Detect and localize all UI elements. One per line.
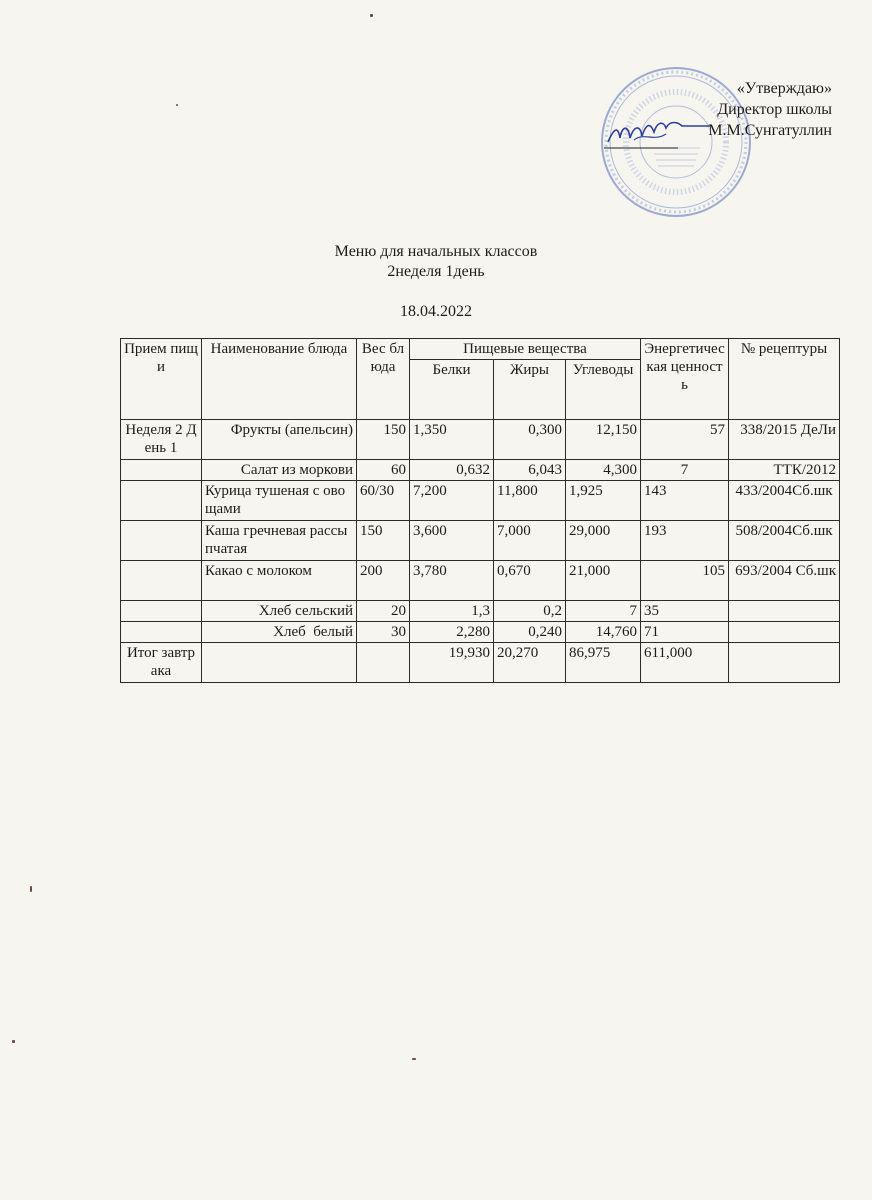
row-dish: Салат из моркови — [202, 460, 357, 481]
row-carbs: 21,000 — [566, 561, 641, 601]
row-fat: 0,240 — [494, 622, 566, 643]
row-energy: 105 — [641, 561, 729, 601]
approval-position: Директор школы — [717, 101, 832, 118]
menu-title: Меню для начальных классов — [334, 243, 538, 260]
row-meal — [121, 622, 202, 643]
row-carbs: 29,000 — [566, 521, 641, 561]
row-weight: 60/30 — [357, 481, 410, 521]
row-meal — [121, 601, 202, 622]
row-carbs: 4,300 — [566, 460, 641, 481]
total-meal: Итог завтрака — [121, 643, 202, 683]
row-weight: 60 — [357, 460, 410, 481]
row-protein: 3,780 — [410, 561, 494, 601]
header-weight: Вес блюда — [357, 339, 410, 420]
table-row — [121, 561, 840, 601]
row-meal — [121, 460, 202, 481]
row-protein: 1,350 — [410, 420, 494, 460]
total-recipe — [729, 643, 840, 683]
row-carbs: 1,925 — [566, 481, 641, 521]
row-meal — [121, 481, 202, 521]
row-dish: Хлеб сельский — [202, 601, 357, 622]
header-dish: Наименование блюда — [202, 339, 357, 420]
row-dish: Хлеб белый — [202, 622, 357, 643]
row-dish: Курица тушеная с овощами — [202, 481, 357, 521]
row-weight: 150 — [357, 521, 410, 561]
table-row — [121, 601, 840, 622]
row-recipe: 338/2015 ДеЛи — [729, 420, 840, 460]
row-energy: 57 — [641, 420, 729, 460]
row-meal: Неделя 2 День 1 — [121, 420, 202, 460]
scan-speck — [412, 1058, 416, 1060]
approval-name: М.М.Сунгатуллин — [708, 122, 832, 139]
row-weight: 20 — [357, 601, 410, 622]
header-carbs: Углеводы — [566, 360, 641, 420]
row-fat: 0,2 — [494, 601, 566, 622]
row-protein: 1,3 — [410, 601, 494, 622]
total-fat: 20,270 — [494, 643, 566, 683]
row-energy: 7 — [641, 460, 729, 481]
row-fat: 0,670 — [494, 561, 566, 601]
total-energy: 611,000 — [641, 643, 729, 683]
header-recipe: № рецептуры — [729, 339, 840, 420]
row-fat: 11,800 — [494, 481, 566, 521]
scan-speck — [12, 1040, 15, 1043]
row-recipe: 508/2004Сб.шк — [729, 521, 840, 561]
menu-subtitle: 2неделя 1день — [387, 263, 485, 280]
row-meal — [121, 521, 202, 561]
row-fat: 0,300 — [494, 420, 566, 460]
table-row — [121, 420, 840, 460]
row-energy: 193 — [641, 521, 729, 561]
header-meal: Прием пищи — [121, 339, 202, 420]
row-protein: 2,280 — [410, 622, 494, 643]
row-carbs: 12,150 — [566, 420, 641, 460]
row-dish: Какао с молоком — [202, 561, 357, 601]
approval-block — [600, 78, 832, 141]
row-recipe: 693/2004 Сб.шк — [729, 561, 840, 601]
total-carbs: 86,975 — [566, 643, 641, 683]
row-dish: Каша гречневая рассыпчатая — [202, 521, 357, 561]
row-protein: 3,600 — [410, 521, 494, 561]
total-row — [121, 643, 840, 683]
row-weight: 200 — [357, 561, 410, 601]
row-recipe: ТТК/2012 — [729, 460, 840, 481]
table-row — [121, 460, 840, 481]
header-protein: Белки — [410, 360, 494, 420]
header-energy: Энергетическая ценность — [641, 339, 729, 420]
row-recipe: 433/2004Сб.шк — [729, 481, 840, 521]
row-energy: 35 — [641, 601, 729, 622]
header-nutrients: Пищевые вещества — [410, 339, 641, 360]
row-fat: 6,043 — [494, 460, 566, 481]
row-protein: 0,632 — [410, 460, 494, 481]
menu-date: 18.04.2022 — [400, 303, 472, 320]
table-row — [121, 521, 840, 561]
scan-speck — [370, 14, 373, 17]
row-weight: 150 — [357, 420, 410, 460]
row-fat: 7,000 — [494, 521, 566, 561]
row-carbs: 7 — [566, 601, 641, 622]
table-row — [121, 481, 840, 521]
menu-table — [120, 338, 840, 683]
row-weight: 30 — [357, 622, 410, 643]
row-energy: 143 — [641, 481, 729, 521]
row-carbs: 14,760 — [566, 622, 641, 643]
total-protein: 19,930 — [410, 643, 494, 683]
row-recipe — [729, 622, 840, 643]
row-energy: 71 — [641, 622, 729, 643]
header-fat: Жиры — [494, 360, 566, 420]
approval-heading: «Утверждаю» — [736, 80, 832, 97]
row-meal — [121, 561, 202, 601]
table-row — [121, 622, 840, 643]
scan-speck — [30, 886, 32, 892]
total-dish — [202, 643, 357, 683]
row-recipe — [729, 601, 840, 622]
total-weight — [357, 643, 410, 683]
row-dish: Фрукты (апельсин) — [202, 420, 357, 460]
row-protein: 7,200 — [410, 481, 494, 521]
scan-speck — [176, 104, 178, 106]
